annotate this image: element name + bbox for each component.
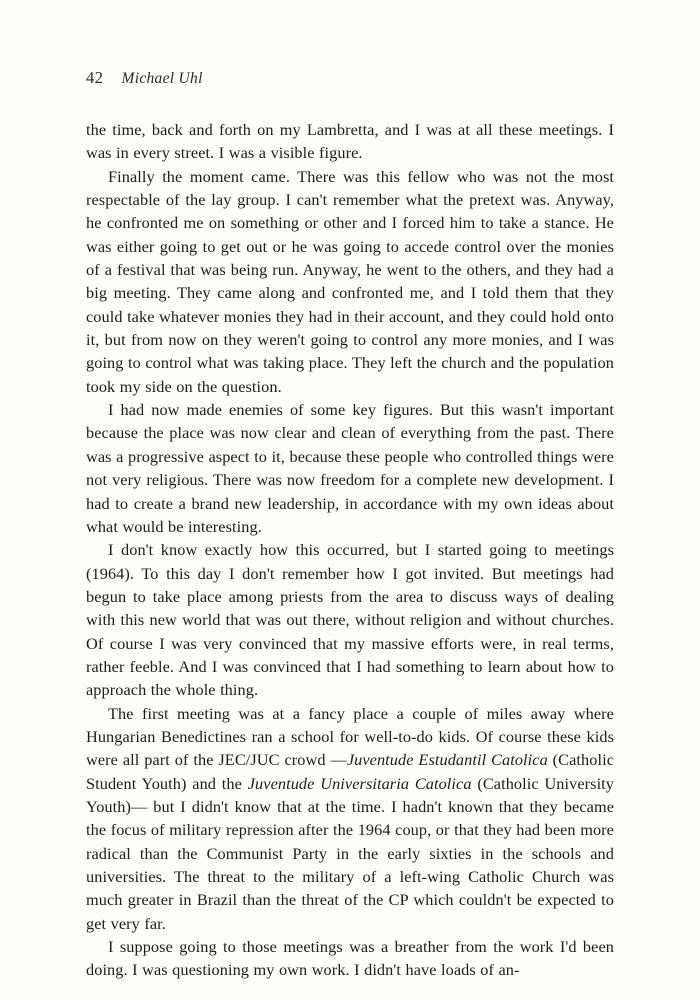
- page-body: [86, 118, 614, 982]
- page-number: 42: [86, 68, 104, 87]
- text-run: Finally the moment came. There was this fellow who was not the most respectable of the lay group. I can't remember what the pretext was. Anyway, he confronted me on something or other and I forced him to take a stance. He was either going to get out or he was going to accede control over the monies of a festival that was being run. Anyway, he went to the others, and they had a big meeting. They came along and confronted me, and I told them that they could take whatever monies they had in their account, and they could hold onto it, but from now on they weren't going to control any more monies, and I was going to control what was taking place. They left the church and the population took my side on the question.: [86, 166, 614, 396]
- body-paragraph: [86, 398, 614, 538]
- text-run: (Catholic Student Youth) and the: [86, 750, 614, 793]
- italic-run: Juventude Estudantil Catolica: [346, 750, 548, 770]
- text-run: I had now made enemies of some key figures. But this wasn't important because the place was now clear and clean of everything from the past. There was a progressive aspect to it, because these people who controlled things were not very religious. There was now freedom for a complete new development. I had to create a brand new leadership, in accordance with my own ideas about what would be interesting.: [86, 400, 614, 536]
- page-header: [0, 68, 700, 88]
- body-paragraph: [86, 538, 614, 701]
- running-head: Michael Uhl: [121, 70, 203, 87]
- body-paragraph: [86, 118, 614, 165]
- text-run: I suppose going to those meetings was a breather from the work I'd been doing. I was questioning my own work. I didn't have loads of an-: [86, 937, 614, 980]
- body-paragraph: [86, 165, 614, 398]
- body-paragraph: [86, 935, 614, 982]
- body-paragraph: [86, 702, 614, 935]
- text-run: the time, back and forth on my Lambretta, and I was at all these meetings. I was in every street. I was a visible figure.: [86, 120, 614, 163]
- italic-run: Juventude Universitaria Catolica: [247, 773, 472, 793]
- text-run: I don't know exactly how this occurred, but I started going to meetings (1964). To this day I don't remember how I got invited. But meetings had begun to take place among priests from the area to discuss ways of dealing with this new world that was out there, without religion and without churches. Of course I was very convinced that my massive efforts were, in real terms, rather feeble. And I was convinced that I had something to learn about how to approach the whole thing.: [86, 540, 614, 700]
- text-run: (Catholic University Youth)— but I didn't know that at the time. I hadn't known that they became the focus of military repression after the 1964 coup, or that they had been more radical than the Communist Party in the early sixties in the schools and universities. The threat to the military of a left-wing Catholic Church was much greater in Brazil than the threat of the CP which couldn't be expected to get very far.: [86, 773, 614, 933]
- text-run: The first meeting was at a fancy place a couple of miles away where Hungarian Benedictines ran a school for well-to-do kids. Of course these kids were all part of the JEC/JUC crowd —: [86, 703, 614, 770]
